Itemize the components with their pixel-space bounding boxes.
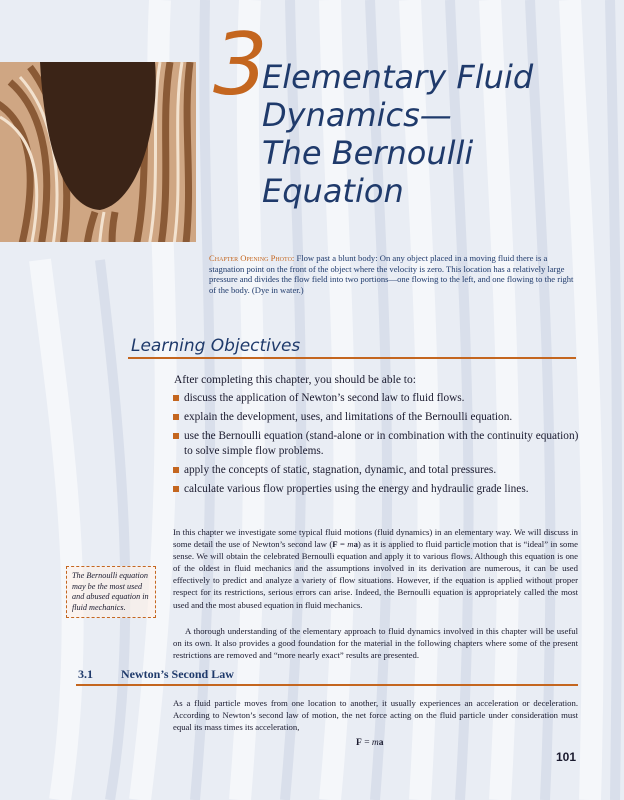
list-item	[173, 410, 583, 425]
acceleration-symbol: a	[378, 738, 384, 748]
section-number: 3.1	[78, 667, 93, 681]
chapter-title-line-4: Equation	[262, 172, 404, 210]
objective-text: discuss the application of Newton’s second law to fluid flows.	[184, 392, 465, 404]
force-symbol: F	[332, 539, 338, 550]
square-bullet-icon	[173, 486, 179, 492]
square-bullet-icon	[173, 395, 179, 401]
list-item	[173, 482, 583, 497]
intro-text: In this chapter we investigate some typical fluid motions (fluid dynamics) in an elementary way. We will discuss in some detail the use of Newton’s second law (	[173, 527, 578, 550]
chapter-title-line-3: The Bernoulli	[262, 134, 474, 172]
equals-sign: =	[337, 539, 348, 550]
objective-text: use the Bernoulli equation (stand-alone or in combination with the continuity equation) to solve simple flow problems.	[184, 430, 579, 457]
section-title: Newton’s Second Law	[121, 667, 234, 681]
chapter-title-line-2: Dynamics—	[262, 96, 452, 134]
square-bullet-icon	[173, 467, 179, 473]
acceleration-symbol: a	[353, 539, 358, 550]
force-symbol: F	[356, 738, 362, 748]
learning-objectives-intro: After completing this chapter, you should be able to:	[174, 374, 416, 386]
mass-symbol: m	[347, 539, 354, 550]
margin-note: The Bernoulli equation may be the most used and abused equation in fluid mechanics.	[66, 566, 156, 618]
objective-text: explain the development, uses, and limitations of the Bernoulli equation.	[184, 411, 513, 423]
square-bullet-icon	[173, 433, 179, 439]
list-item	[173, 463, 583, 478]
objective-text: calculate various flow properties using the energy and hydraulic grade lines.	[184, 483, 529, 495]
learning-objectives-list	[173, 391, 583, 501]
learning-objectives-divider	[128, 357, 576, 359]
intro-text-continued: ) as it is applied to fluid particle motion that is “ideal” in some sense. We will obtain the celebrated Bernoulli equation and apply it to various flows. Although this equation is one of the oldest in fluid mechanics and the assumptions involved in its derivation are numerous, it can be used effectively to predict and analyze a variety of flow situations. However, if the equation is applied without proper respect for its restrictions, serious errors can arise. Indeed, the Bernoulli equation is appropriately called the most used and the most abused equation in fluid mechanics.	[173, 539, 578, 610]
mass-symbol: m	[371, 738, 379, 748]
list-item	[173, 429, 583, 459]
learning-objectives-heading: Learning Objectives	[131, 336, 301, 356]
chapter-title-line-1: Elementary Fluid	[262, 58, 534, 96]
equals-sign: =	[361, 738, 372, 748]
list-item	[173, 391, 583, 406]
opening-photo-text: Flow past a blunt body: On any object placed in a moving fluid there is a stagnation point on the front of the object where the velocity is zero. This location has a relatively large pressure and divides the flow field into two portions—one flowing to the left, and one flowing to the right of the body. (Dye in water.)	[209, 253, 574, 295]
intro-paragraph-1	[173, 526, 578, 611]
opening-photo-caption	[209, 253, 579, 295]
chapter-title	[262, 58, 602, 210]
chapter-opening-photo	[0, 62, 196, 242]
chapter-number: 3	[213, 15, 268, 115]
flow-past-blunt-body-image	[0, 62, 196, 242]
page-number: 101	[556, 750, 577, 764]
objective-text: apply the concepts of static, stagnation, dynamic, and total pressures.	[184, 464, 497, 476]
newton-second-law-equation	[356, 738, 384, 748]
section-paragraph: As a fluid particle moves from one location to another, it usually experiences an acceleration or deceleration. According to Newton’s second law of motion, the net force acting on the fluid particle under consideration must equal its mass times its acceleration,	[173, 698, 578, 733]
square-bullet-icon	[173, 414, 179, 420]
opening-photo-label: Chapter Opening Photo:	[209, 253, 295, 263]
section-divider	[76, 684, 578, 686]
intro-paragraph-2: A thorough understanding of the elementary approach to fluid dynamics involved in this chapter will be useful on its own. It also provides a good foundation for the material in the following chapters where some of the present restrictions are removed and “more nearly exact” results are presented.	[173, 626, 578, 661]
